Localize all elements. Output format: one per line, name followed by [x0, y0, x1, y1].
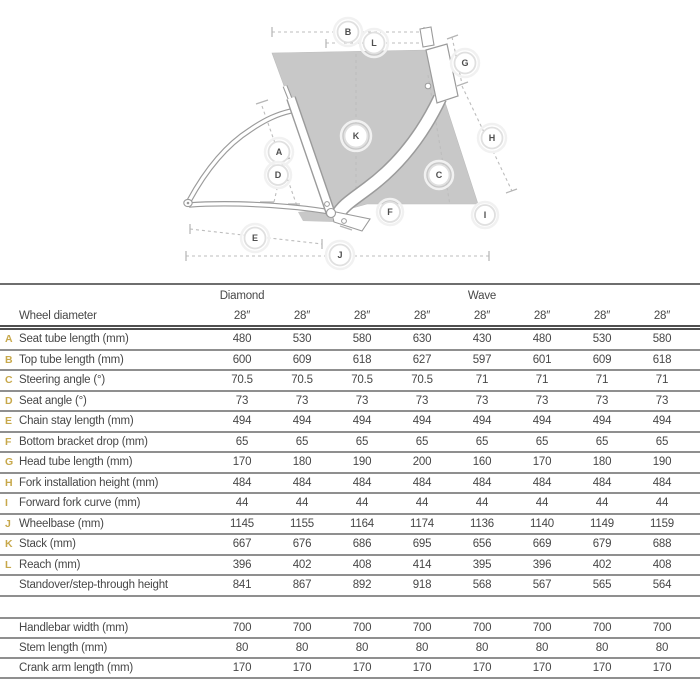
wheel-diameter-section — [0, 306, 700, 328]
spacer-cell — [692, 555, 700, 576]
row-label-text: Forward fork curve (mm) — [19, 497, 141, 510]
row-value: 73 — [452, 391, 512, 412]
callout-letter-e: E — [251, 233, 259, 244]
row-label-text: Steering angle (°) — [19, 374, 106, 387]
row-label-text: Crank arm length (mm) — [19, 662, 134, 675]
row-label-text: Seat angle (°) — [19, 394, 87, 407]
row-value: 65 — [512, 432, 572, 453]
row-value: 918 — [392, 575, 452, 596]
row-label-text: Stack (mm) — [19, 538, 76, 551]
row-value: 44 — [572, 493, 632, 514]
bike-geometry-diagram — [0, 0, 700, 283]
row-value: 170 — [572, 658, 632, 678]
table-row — [0, 514, 700, 535]
table-row — [0, 306, 700, 328]
spacer-cell — [692, 658, 700, 678]
row-label — [0, 658, 212, 678]
row-value: 1174 — [392, 514, 452, 535]
head-bolt — [425, 83, 431, 89]
row-value: 80 — [212, 638, 272, 658]
row-label — [0, 473, 212, 494]
table-row — [0, 493, 700, 514]
row-value: 700 — [272, 618, 332, 638]
row-value: 1145 — [212, 514, 272, 535]
row-label-text: Bottom bracket drop (mm) — [19, 435, 148, 448]
row-label — [0, 555, 212, 576]
geometry-table — [0, 283, 700, 597]
spacer-cell — [692, 432, 700, 453]
row-label-text: Stem length (mm) — [19, 641, 108, 654]
row-value: 170 — [272, 658, 332, 678]
callout-letter-h: H — [488, 133, 496, 144]
row-value: 700 — [512, 618, 572, 638]
row-value: 430 — [452, 328, 512, 350]
table-row — [0, 328, 700, 350]
row-label — [0, 328, 212, 350]
row-letter: L — [5, 558, 12, 571]
row-label — [0, 575, 212, 596]
row-label — [0, 432, 212, 453]
row-value: 530 — [572, 328, 632, 350]
row-value: 700 — [632, 618, 692, 638]
group-header-wave: Wave — [467, 289, 497, 302]
row-value: 1155 — [272, 514, 332, 535]
row-label — [0, 391, 212, 412]
row-value: 494 — [272, 411, 332, 432]
row-value: 73 — [572, 391, 632, 412]
row-value: 402 — [272, 555, 332, 576]
row-letter: J — [5, 517, 11, 530]
row-value: 71 — [512, 370, 572, 391]
spacer-cell — [692, 391, 700, 412]
row-value: 494 — [332, 411, 392, 432]
row-letter: C — [5, 374, 13, 387]
row-value: 841 — [212, 575, 272, 596]
row-value: 70.5 — [392, 370, 452, 391]
row-value: 679 — [572, 534, 632, 555]
row-value: 80 — [272, 638, 332, 658]
spacer-cell — [692, 575, 700, 596]
callout-C — [425, 161, 453, 189]
row-value: 170 — [332, 658, 392, 678]
row-value: 70.5 — [332, 370, 392, 391]
table-row — [0, 350, 700, 371]
row-value: 170 — [212, 452, 272, 473]
row-value: 484 — [392, 473, 452, 494]
row-value: 580 — [332, 328, 392, 350]
row-value: 484 — [512, 473, 572, 494]
row-value: 80 — [452, 638, 512, 658]
spacer-cell — [692, 328, 700, 350]
component-rows — [0, 618, 700, 679]
row-letter: B — [5, 353, 13, 366]
frame-type-header-row — [0, 284, 700, 306]
callout-letter-c: C — [435, 170, 443, 181]
row-value: 564 — [632, 575, 692, 596]
row-label — [0, 638, 212, 658]
row-value: 180 — [572, 452, 632, 473]
row-value: 28″ — [632, 306, 692, 328]
row-value: 44 — [212, 493, 272, 514]
row-value: 484 — [452, 473, 512, 494]
row-label — [0, 493, 212, 514]
table-row — [0, 638, 700, 658]
row-value: 700 — [572, 618, 632, 638]
row-value: 480 — [512, 328, 572, 350]
row-value: 1136 — [452, 514, 512, 535]
row-value: 700 — [212, 618, 272, 638]
row-label — [0, 452, 212, 473]
row-value: 65 — [332, 432, 392, 453]
spacer-cell — [692, 514, 700, 535]
row-value: 28″ — [392, 306, 452, 328]
row-value: 44 — [392, 493, 452, 514]
row-value: 65 — [392, 432, 452, 453]
row-value: 414 — [392, 555, 452, 576]
row-value: 28″ — [512, 306, 572, 328]
spacer-cell — [692, 306, 700, 328]
row-label-text: Wheelbase (mm) — [19, 517, 104, 530]
spacer-cell — [692, 452, 700, 473]
row-letter: I — [5, 497, 8, 510]
row-value: 494 — [572, 411, 632, 432]
table-row — [0, 411, 700, 432]
row-value: 65 — [572, 432, 632, 453]
row-value: 867 — [272, 575, 332, 596]
row-label — [0, 534, 212, 555]
callout-letter-i: I — [483, 210, 487, 221]
row-value: 28″ — [212, 306, 272, 328]
callout-letter-l: L — [371, 38, 377, 49]
row-value: 494 — [452, 411, 512, 432]
row-value: 170 — [632, 658, 692, 678]
table-row — [0, 575, 700, 596]
spacer-cell — [692, 638, 700, 658]
row-value: 630 — [392, 328, 452, 350]
callout-letter-d: D — [274, 170, 282, 181]
row-value: 695 — [392, 534, 452, 555]
row-letter: F — [5, 435, 12, 448]
row-letter: A — [5, 333, 13, 346]
row-value: 601 — [512, 350, 572, 371]
row-value: 160 — [452, 452, 512, 473]
row-value: 484 — [212, 473, 272, 494]
spacer-cell — [692, 350, 700, 371]
row-label — [0, 370, 212, 391]
row-value: 494 — [212, 411, 272, 432]
row-value: 28″ — [272, 306, 332, 328]
row-value: 70.5 — [212, 370, 272, 391]
group-header-diamond: Diamond — [219, 289, 265, 302]
row-value: 28″ — [332, 306, 392, 328]
callout-B — [334, 18, 362, 46]
callout-letter-g: G — [461, 58, 469, 69]
row-letter: D — [5, 394, 13, 407]
row-letter: K — [5, 538, 13, 551]
row-value: 1149 — [572, 514, 632, 535]
row-value: 73 — [632, 391, 692, 412]
row-value: 71 — [452, 370, 512, 391]
table-row — [0, 432, 700, 453]
row-value: 600 — [212, 350, 272, 371]
callout-H — [478, 124, 506, 152]
row-value: 494 — [632, 411, 692, 432]
table-row — [0, 618, 700, 638]
row-value: 190 — [632, 452, 692, 473]
row-value: 44 — [332, 493, 392, 514]
row-value: 580 — [632, 328, 692, 350]
row-value: 408 — [632, 555, 692, 576]
row-value: 402 — [572, 555, 632, 576]
row-value: 44 — [272, 493, 332, 514]
row-label-text: Reach (mm) — [19, 558, 81, 571]
callout-letter-b: B — [344, 27, 352, 38]
callout-G — [451, 49, 479, 77]
row-value: 80 — [512, 638, 572, 658]
row-value: 892 — [332, 575, 392, 596]
row-value: 494 — [392, 411, 452, 432]
row-value: 65 — [452, 432, 512, 453]
row-value: 568 — [452, 575, 512, 596]
row-value: 597 — [452, 350, 512, 371]
row-value: 170 — [452, 658, 512, 678]
row-value: 170 — [212, 658, 272, 678]
row-letter: E — [5, 415, 12, 428]
row-value: 700 — [392, 618, 452, 638]
row-value: 65 — [212, 432, 272, 453]
row-letter: H — [5, 476, 13, 489]
row-value: 71 — [572, 370, 632, 391]
row-value: 28″ — [452, 306, 512, 328]
row-label — [0, 514, 212, 535]
row-value: 484 — [572, 473, 632, 494]
row-value: 480 — [212, 328, 272, 350]
row-value: 44 — [632, 493, 692, 514]
callout-letter-f: F — [387, 207, 393, 218]
row-value: 484 — [632, 473, 692, 494]
callout-F — [377, 199, 403, 225]
callout-K — [341, 121, 371, 151]
callout-J — [326, 241, 354, 269]
row-value: 618 — [632, 350, 692, 371]
row-value: 484 — [272, 473, 332, 494]
row-value: 618 — [332, 350, 392, 371]
row-value: 567 — [512, 575, 572, 596]
row-value: 1140 — [512, 514, 572, 535]
row-value: 676 — [272, 534, 332, 555]
table-row — [0, 555, 700, 576]
row-label-text: Fork installation height (mm) — [19, 476, 159, 489]
row-value: 565 — [572, 575, 632, 596]
callout-letter-a: A — [275, 147, 283, 158]
spacer-cell — [692, 534, 700, 555]
row-value: 71 — [632, 370, 692, 391]
row-value: 688 — [632, 534, 692, 555]
geometry-rows — [0, 328, 700, 596]
row-value: 484 — [332, 473, 392, 494]
row-value: 73 — [332, 391, 392, 412]
table-row — [0, 370, 700, 391]
row-value: 73 — [272, 391, 332, 412]
row-value: 190 — [332, 452, 392, 473]
spacer-cell — [692, 493, 700, 514]
row-value: 73 — [392, 391, 452, 412]
row-value: 396 — [212, 555, 272, 576]
callout-I — [472, 202, 498, 228]
row-value: 700 — [332, 618, 392, 638]
row-label-text: Handlebar width (mm) — [19, 621, 129, 634]
row-label — [0, 411, 212, 432]
row-value: 170 — [392, 658, 452, 678]
row-label-text: Standover/step-through height — [19, 579, 168, 592]
table-row — [0, 534, 700, 555]
row-value: 80 — [632, 638, 692, 658]
row-value: 80 — [392, 638, 452, 658]
row-value: 408 — [332, 555, 392, 576]
row-value: 395 — [452, 555, 512, 576]
callout-L — [360, 29, 388, 57]
group-header-empty — [0, 284, 212, 306]
spacer-cell — [692, 473, 700, 494]
row-value: 180 — [272, 452, 332, 473]
row-value: 656 — [452, 534, 512, 555]
callout-D — [265, 162, 291, 188]
callout-E — [241, 224, 269, 252]
row-value: 44 — [452, 493, 512, 514]
table-row — [0, 658, 700, 678]
spacer-cell — [692, 618, 700, 638]
table-row — [0, 391, 700, 412]
row-value: 44 — [512, 493, 572, 514]
row-label — [0, 306, 212, 328]
table-row — [0, 452, 700, 473]
callout-letter-k: K — [352, 131, 360, 142]
row-value: 80 — [332, 638, 392, 658]
spacer-cell — [692, 411, 700, 432]
row-value: 530 — [272, 328, 332, 350]
row-value: 70.5 — [272, 370, 332, 391]
row-value: 170 — [512, 658, 572, 678]
row-value: 73 — [212, 391, 272, 412]
spacer-cell — [692, 370, 700, 391]
row-label — [0, 350, 212, 371]
row-value: 609 — [572, 350, 632, 371]
row-letter: G — [5, 456, 13, 469]
row-label-text: Seat tube length (mm) — [19, 333, 129, 346]
row-value: 1164 — [332, 514, 392, 535]
row-value: 609 — [272, 350, 332, 371]
row-value: 1159 — [632, 514, 692, 535]
row-value: 65 — [632, 432, 692, 453]
row-value: 73 — [512, 391, 572, 412]
row-value: 170 — [512, 452, 572, 473]
row-value: 65 — [272, 432, 332, 453]
row-value: 28″ — [572, 306, 632, 328]
row-value: 80 — [572, 638, 632, 658]
row-value: 669 — [512, 534, 572, 555]
row-value: 667 — [212, 534, 272, 555]
row-value: 396 — [512, 555, 572, 576]
callout-letter-j: J — [337, 250, 343, 261]
row-value: 700 — [452, 618, 512, 638]
row-label-text: Wheel diameter — [19, 309, 97, 322]
row-value: 686 — [332, 534, 392, 555]
row-label-text: Top tube length (mm) — [19, 353, 124, 366]
row-value: 494 — [512, 411, 572, 432]
row-value: 627 — [392, 350, 452, 371]
row-value: 200 — [392, 452, 452, 473]
row-label-text: Chain stay length (mm) — [19, 415, 134, 428]
row-label — [0, 618, 212, 638]
components-table — [0, 617, 700, 680]
bottom-bracket — [327, 209, 336, 218]
row-label-text: Head tube length (mm) — [19, 456, 133, 469]
table-row — [0, 473, 700, 494]
